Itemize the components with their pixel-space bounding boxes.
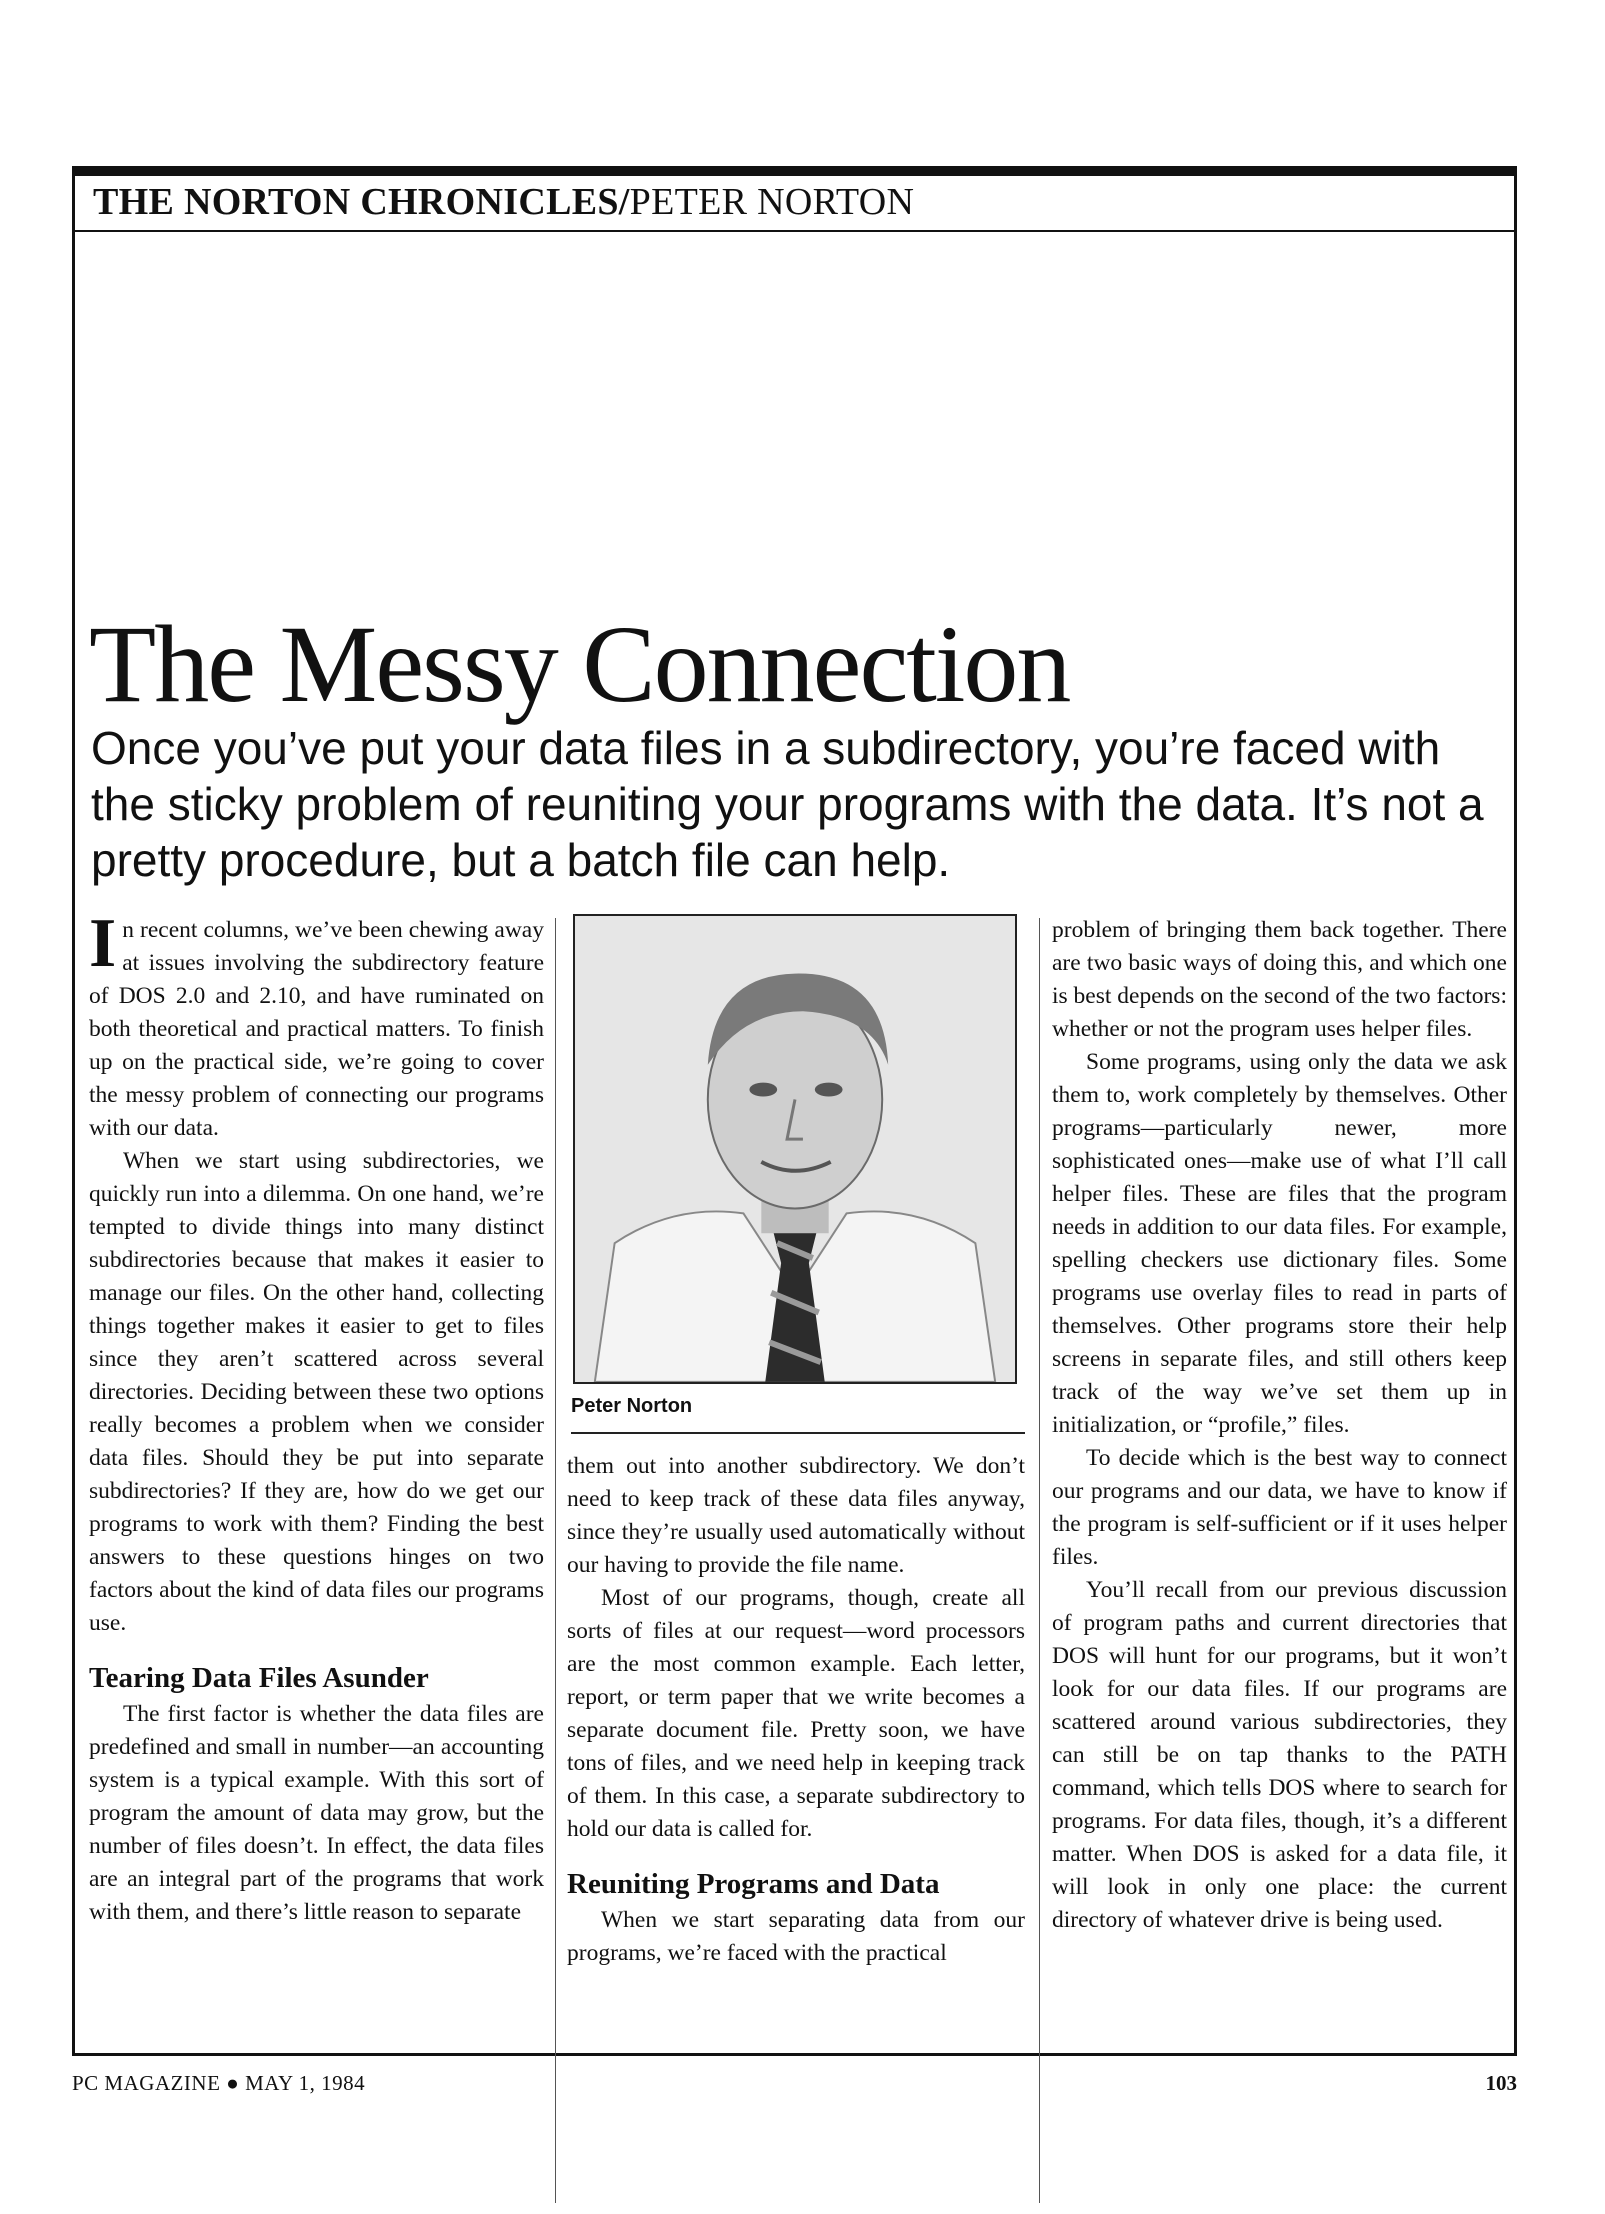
paragraph: The first factor is whether the data files are predefined and small in number—an accounting system is a typical example. With this sort of program the amount of data may grow, but the number of files doesn’t. In effect, the data files are an integral part of the programs that work with them, and there’s little reason to separate [89, 1701, 544, 1925]
paragraph: Some programs, using only the data we ask them to, work completely by themselves. Other programs—particularly newer, more sophisticated ones—make use of what I’ll call helper files. These are files that the program needs in addition to our data files. For example, spelling checkers use dictionary files. Some programs use overlay files to read in parts of themselves. Other programs store their help screens in separate files, and still others keep track of the way we’ve set them up in initialization, or “profile,” files. [1052, 1049, 1507, 1438]
photo-caption: Peter Norton [571, 1392, 1025, 1434]
article-title: The Messy Connection [89, 603, 1070, 725]
paragraph: To decide which is the best way to connect our programs and our data, we have to know if the program is self-sufficient or if it uses helper files. [1052, 1445, 1507, 1570]
text-column-3 [1052, 914, 1507, 2214]
paragraph: In recent columns, we’ve been chewing away at issues involving the subdirectory feature of DOS 2.0 and 2.10, and have ruminated on both theoretical and practical matters. To finish up on the practical side, we’re going to cover the messy problem of connecting our programs with our data. [89, 914, 544, 1141]
paragraph: When we start separating data from our programs, we’re faced with the practical [567, 1907, 1025, 1966]
paragraph: them out into another subdirectory. We don’t need to keep track of these data files anyway, since they’re usually used automatically without our having to provide the file name. [567, 1453, 1025, 1578]
page-number: 103 [1485, 2071, 1517, 2095]
paragraph: When we start using subdirectories, we quickly run into a dilemma. On one hand, we’re tempted to divide things into many distinct subdirectories because that makes it easier to manage our files. On the other hand, collecting things together makes it easier to get to files since they aren’t scattered across several directories. Deciding between these two options really becomes a problem when we consider data files. Should they be put into separate subdirectories? If they are, how do we get our programs to work with them? Finding the best answers to these questions hinges on two factors about the kind of data files our programs use. [89, 1148, 544, 1636]
subhead: Tearing Data Files Asunder [89, 1662, 429, 1694]
text-column-1 [89, 914, 544, 2214]
paragraph: You’ll recall from our previous discussion of program paths and current directories that DOS will hunt for our programs, but it won’t look for our data files. If our programs are scattered around various subdirectories, they can still be on tap thanks to the PATH command, which tells DOS where to search for programs. For data files, though, it’s a different matter. When DOS is asked for a data file, it will look in only one place: the current directory of whatever drive is being used. [1052, 1577, 1507, 1933]
column-rule [1039, 918, 1040, 2203]
article-deck: Once you’ve put your data files in a subdirectory, you’re faced with the sticky problem of reuniting your programs with the data. It’s not a pretty procedure, but a batch file can help. [91, 722, 1484, 886]
subhead: Reuniting Programs and Data [567, 1868, 940, 1900]
column-author: PETER NORTON [629, 181, 915, 223]
text-column-2 [567, 914, 1025, 2214]
publication-info: PC MAGAZINE ● MAY 1, 1984 [72, 2071, 366, 2095]
page-footer [72, 2068, 1517, 2098]
paragraph: problem of bringing them back together. There are two basic ways of doing this, and which one is best depends on the second of the two factors: whether or not the program uses helper files. [1052, 917, 1507, 1042]
paragraph: Most of our programs, though, create all sorts of files at our request—word processors are the most common example. Each letter, report, or term paper that we write becomes a separate document file. Pretty soon, we have tons of files, and we need help in keeping track of them. In this case, a separate subdirectory to hold our data is called for. [567, 1585, 1025, 1842]
author-photo [573, 914, 1017, 1384]
column-rule [555, 918, 556, 2203]
portrait-image [575, 916, 1015, 1382]
column-header [75, 176, 1514, 232]
article-frame [72, 166, 1517, 2056]
drop-cap: I [89, 914, 117, 982]
column-name: THE NORTON CHRONICLES/ [93, 181, 630, 223]
